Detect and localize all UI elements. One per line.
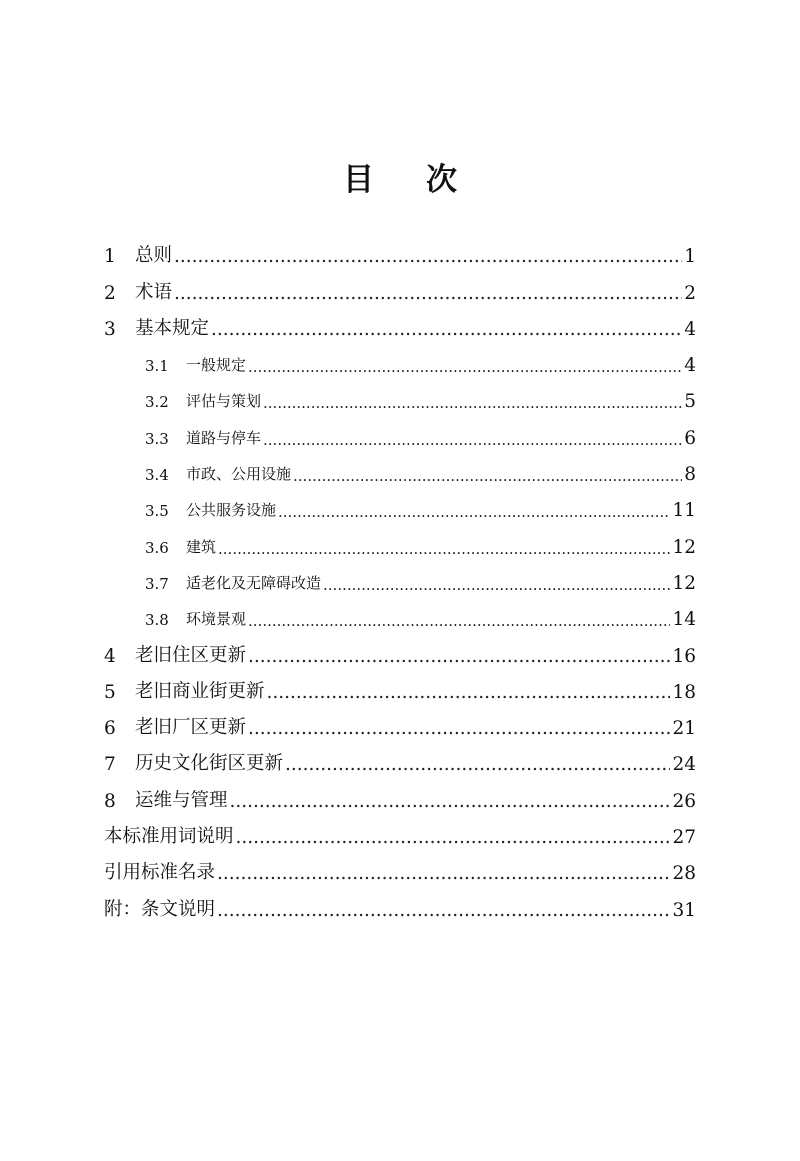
toc-leader-dots	[236, 827, 671, 848]
toc-entry-number: 3	[104, 318, 116, 340]
toc-entry-label: 适老化及无障碍改造	[186, 573, 322, 592]
toc-entry-page: 21	[672, 718, 696, 740]
toc-entry[interactable]	[104, 558, 696, 594]
toc-entry-number: 3.3	[145, 429, 169, 448]
toc-entry[interactable]	[104, 775, 696, 811]
toc-entry-number: 4	[104, 645, 116, 667]
toc-leader-dots	[323, 576, 670, 594]
toc-entry[interactable]	[104, 848, 696, 884]
table-of-contents	[104, 231, 696, 921]
toc-entry-number: 3.1	[145, 357, 169, 376]
title-part-2: 次	[426, 162, 457, 198]
toc-entry-label: 评估与策划	[186, 392, 262, 411]
toc-leader-dots	[211, 319, 682, 340]
toc-leader-dots	[278, 503, 670, 521]
toc-entry-page: 27	[672, 827, 696, 849]
toc-leader-dots	[217, 900, 670, 921]
toc-entry[interactable]	[104, 485, 696, 521]
toc-entry[interactable]	[104, 231, 696, 267]
toc-entry-label: 环境景观	[186, 610, 247, 629]
toc-entry-page: 8	[684, 464, 696, 486]
toc-entry-number: 6	[104, 718, 116, 740]
toc-leader-dots	[230, 791, 671, 812]
toc-leader-dots	[285, 754, 670, 775]
toc-entry-label: 本标准用词说明	[104, 826, 234, 848]
toc-entry-label: 术语	[135, 281, 173, 303]
toc-entry-label: 道路与停车	[186, 428, 262, 447]
toc-leader-dots	[217, 863, 670, 884]
toc-entry[interactable]	[104, 884, 696, 920]
toc-entry-number: 2	[104, 282, 116, 304]
toc-entry-label: 引用标准名录	[104, 862, 216, 884]
toc-entry[interactable]	[104, 630, 696, 666]
toc-entry-label: 总则	[135, 245, 173, 267]
toc-entry-number: 7	[104, 754, 116, 776]
toc-entry-page: 1	[684, 246, 696, 268]
toc-entry-number: 3.6	[145, 538, 169, 557]
toc-entry-number: 8	[104, 790, 116, 812]
toc-leader-dots	[174, 283, 682, 304]
toc-entry-page: 16	[672, 645, 696, 667]
title-part-1: 目	[343, 162, 374, 198]
toc-entry-page: 24	[672, 754, 696, 776]
toc-entry-page: 5	[684, 391, 696, 413]
toc-entry[interactable]	[104, 667, 696, 703]
toc-entry-label: 老旧商业街更新	[135, 680, 265, 702]
toc-entry-number: 3.2	[145, 393, 169, 412]
toc-entry-label: 老旧厂区更新	[135, 717, 247, 739]
toc-entry-page: 6	[684, 427, 696, 449]
toc-entry-page: 12	[672, 536, 696, 558]
toc-entry[interactable]	[104, 376, 696, 412]
toc-entry[interactable]	[104, 449, 696, 485]
toc-entry-label: 一般规定	[186, 356, 247, 375]
toc-leader-dots	[174, 246, 682, 267]
toc-entry[interactable]	[104, 267, 696, 303]
toc-entry-label: 市政、公用设施	[186, 465, 292, 484]
toc-entry-page: 4	[684, 355, 696, 377]
toc-entry[interactable]	[104, 304, 696, 340]
toc-leader-dots	[248, 646, 670, 667]
toc-entry-page: 26	[672, 790, 696, 812]
toc-entry-label: 运维与管理	[135, 789, 228, 811]
toc-entry-number: 3.8	[145, 611, 169, 630]
toc-entry-label: 公共服务设施	[186, 501, 277, 520]
toc-entry[interactable]	[104, 739, 696, 775]
page-title	[0, 160, 800, 200]
toc-leader-dots	[263, 394, 682, 412]
toc-entry-label: 基本规定	[135, 317, 210, 339]
toc-entry[interactable]	[104, 412, 696, 448]
toc-entry[interactable]	[104, 594, 696, 630]
toc-entry-number: 3.5	[145, 502, 169, 521]
toc-entry-label: 附：条文说明	[104, 898, 216, 920]
toc-leader-dots	[218, 540, 670, 558]
toc-entry[interactable]	[104, 340, 696, 376]
toc-leader-dots	[248, 358, 682, 376]
toc-leader-dots	[248, 718, 670, 739]
toc-entry-page: 18	[672, 681, 696, 703]
toc-entry-label: 历史文化街区更新	[135, 753, 284, 775]
toc-entry-page: 14	[672, 609, 696, 631]
toc-entry-number: 1	[104, 246, 116, 268]
toc-entry-number: 3.4	[145, 466, 169, 485]
toc-entry-label: 建筑	[186, 537, 217, 556]
toc-entry-page: 2	[684, 282, 696, 304]
toc-leader-dots	[267, 682, 671, 703]
toc-entry-label: 老旧住区更新	[135, 644, 247, 666]
toc-entry-page: 28	[672, 863, 696, 885]
toc-entry-page: 12	[672, 572, 696, 594]
toc-entry-page: 4	[684, 318, 696, 340]
toc-entry-number: 5	[104, 681, 116, 703]
toc-entry[interactable]	[104, 521, 696, 557]
toc-entry-page: 31	[672, 899, 696, 921]
toc-leader-dots	[263, 431, 682, 449]
toc-entry-page: 11	[672, 500, 696, 522]
toc-leader-dots	[293, 467, 682, 485]
toc-leader-dots	[248, 612, 670, 630]
toc-entry-number: 3.7	[145, 574, 169, 593]
toc-entry[interactable]	[104, 812, 696, 848]
toc-entry[interactable]	[104, 703, 696, 739]
